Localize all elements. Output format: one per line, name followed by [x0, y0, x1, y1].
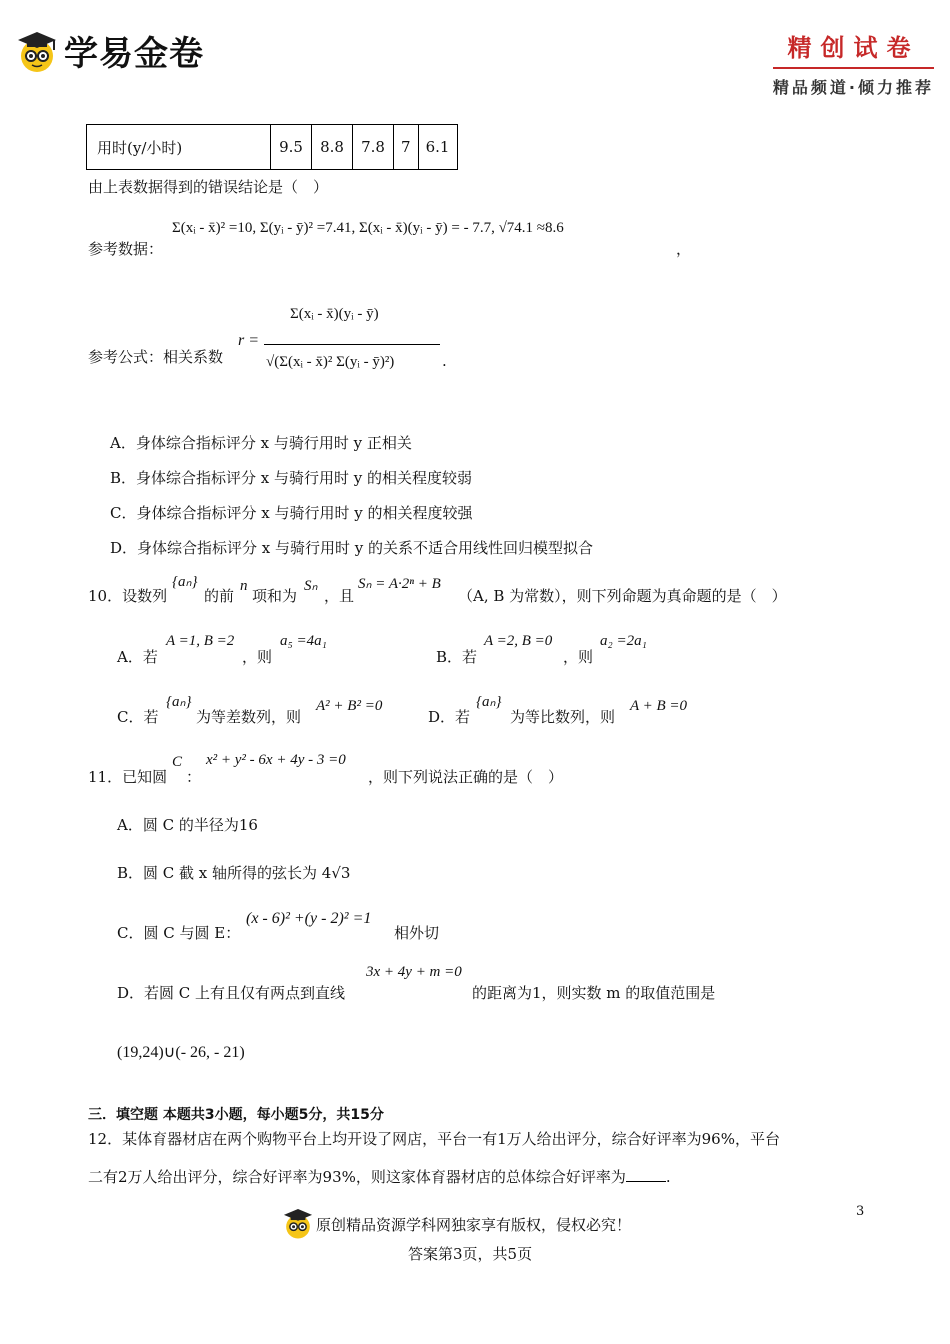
q10-c-res: A² + B² =0 — [316, 698, 383, 714]
table-row — [87, 125, 458, 170]
q12-line2 — [88, 1166, 671, 1187]
q10-d-label: D．若 — [428, 708, 471, 726]
q11-option-d-pre: D．若圆 C 上有且仅有两点到直线 — [117, 984, 346, 1002]
q11-option-d-post: 的距离为1，则实数 m 的取值范围是 — [472, 984, 716, 1002]
q11-option-c-post: 相外切 — [394, 924, 440, 942]
ref-data-formula: Σ(xᵢ - x̄)² =10, Σ(yᵢ - ȳ)² =7.41, Σ(xᵢ - x̄)(yᵢ - ȳ) = - 7.7, √74.1 ≈8.6 — [172, 220, 564, 236]
q10-b-label: B．若 — [436, 648, 478, 666]
q10-formula: Sₙ = A·2ⁿ + B — [358, 576, 441, 592]
ref-data-label: 参考数据： — [88, 240, 164, 258]
table-cell: 7 — [394, 125, 419, 170]
q10-a-res: a₅ =4a₁ — [280, 633, 327, 649]
copyright-notice: 原创精品资源学科网独家享有版权，侵权必究！ — [316, 1216, 632, 1234]
q10-a-cond: A =1, B =2 — [166, 633, 235, 649]
q10-mid1: 的前 — [204, 587, 235, 605]
q11-suffix: ，则下列说法正确的是（ ） — [368, 768, 564, 786]
q9-option-d: D．身体综合指标评分 x 与骑行用时 y 的关系不适合用线性回归模型拟合 — [110, 539, 594, 557]
q10-c-seq: {aₙ} — [166, 694, 192, 710]
q10-c-label: C．若 — [117, 708, 159, 726]
logo — [14, 26, 204, 75]
q11-option-c-eq: (x - 6)² +(y - 2)² =1 — [246, 910, 372, 927]
q9-option-c: C．身体综合指标评分 x 与骑行用时 y 的相关程度较强 — [110, 504, 473, 522]
q10-paren: （A, B 为常数），则下列命题为真命题的是（ ） — [458, 587, 787, 605]
q11-option-c-pre: C．圆 C 与圆 E： — [117, 924, 241, 942]
ref-formula-numerator: Σ(xᵢ - x̄)(yᵢ - ȳ) — [290, 306, 379, 322]
q12-line2-text: 二有2万人给出评分，综合好评率为93%，则这家体育器材店的总体综合好评率为 — [88, 1168, 626, 1186]
logo-text: 学易金卷 — [64, 34, 204, 74]
table-cell: 7.8 — [353, 125, 394, 170]
q10-b-res: a₂ =2a₁ — [600, 633, 647, 649]
q11-c: C — [172, 754, 183, 770]
q11-option-a: A．圆 C 的半径为16 — [117, 816, 258, 834]
q10-c-text: 为等差数列，则 — [196, 708, 302, 726]
q12-line1: 12．某体育器材店在两个购物平台上均开设了网店，平台一有1万人给出评分，综合好评率为96%，平台 — [88, 1130, 780, 1148]
fraction-line — [264, 344, 440, 345]
r-symbol: r = — [238, 332, 260, 349]
brand-banner — [773, 28, 934, 98]
q10-d-res: A + B =0 — [630, 698, 688, 714]
data-table — [86, 124, 458, 170]
q10-b-cond: A =2, B =0 — [484, 633, 553, 649]
page-info: 答案第3页，共5页 — [408, 1245, 533, 1263]
q11-option-d-range: (19,24)∪(- 26, - 21) — [117, 1044, 245, 1061]
section-3-title: 三．填空题 本题共3小题，每小题5分，共15分 — [88, 1107, 384, 1123]
table-header-cell: 用时(y/小时) — [87, 125, 271, 170]
q12-line2-end: . — [665, 1168, 671, 1186]
q11-prefix: 11．已知圆 — [88, 768, 168, 786]
table-cell: 8.8 — [312, 125, 353, 170]
q9-prompt: 由上表数据得到的错误结论是（ ） — [88, 178, 329, 196]
table-cell: 6.1 — [418, 125, 457, 170]
q10-mid2: 项和为 — [252, 587, 298, 605]
q10-sn: Sₙ — [304, 578, 318, 594]
q10-b-then: ，则 — [563, 648, 594, 666]
q10-a-then: ，则 — [242, 648, 273, 666]
q9-option-a: A．身体综合指标评分 x 与骑行用时 y 正相关 — [110, 434, 412, 452]
q10-d-seq: {aₙ} — [476, 694, 502, 710]
q10-d-text: 为等比数列，则 — [510, 708, 616, 726]
ref-formula-denominator: √(Σ(xᵢ - x̄)² Σ(yᵢ - ȳ)²) — [266, 354, 395, 370]
page-number: 3 — [856, 1204, 865, 1219]
q10-seq: {aₙ} — [172, 574, 198, 590]
q11-colon: ： — [186, 768, 202, 786]
q9-option-b: B．身体综合指标评分 x 与骑行用时 y 的相关程度较弱 — [110, 469, 473, 487]
period: . — [442, 352, 447, 370]
ref-data-tail: ， — [676, 240, 692, 258]
q10-n: n — [240, 578, 248, 594]
q10-a-label: A．若 — [117, 648, 158, 666]
mascot-icon — [281, 1206, 315, 1240]
q11-option-b: B．圆 C 截 x 轴所得的弦长为 4√3 — [117, 864, 351, 882]
ref-formula-label: 参考公式：相关系数 — [88, 348, 224, 366]
table-cell: 9.5 — [271, 125, 312, 170]
answer-blank[interactable] — [626, 1167, 666, 1182]
brand-subtitle: 精品频道·倾力推荐 — [772, 78, 934, 97]
q10-prefix: 10．设数列 — [88, 587, 168, 605]
q11-equation: x² + y² - 6x + 4y - 3 =0 — [206, 752, 346, 768]
mascot-icon — [14, 28, 60, 74]
q10-mid3: ，且 — [324, 587, 355, 605]
brand-title: 精创试卷 — [773, 28, 934, 69]
q11-option-d-line: 3x + 4y + m =0 — [366, 964, 462, 980]
